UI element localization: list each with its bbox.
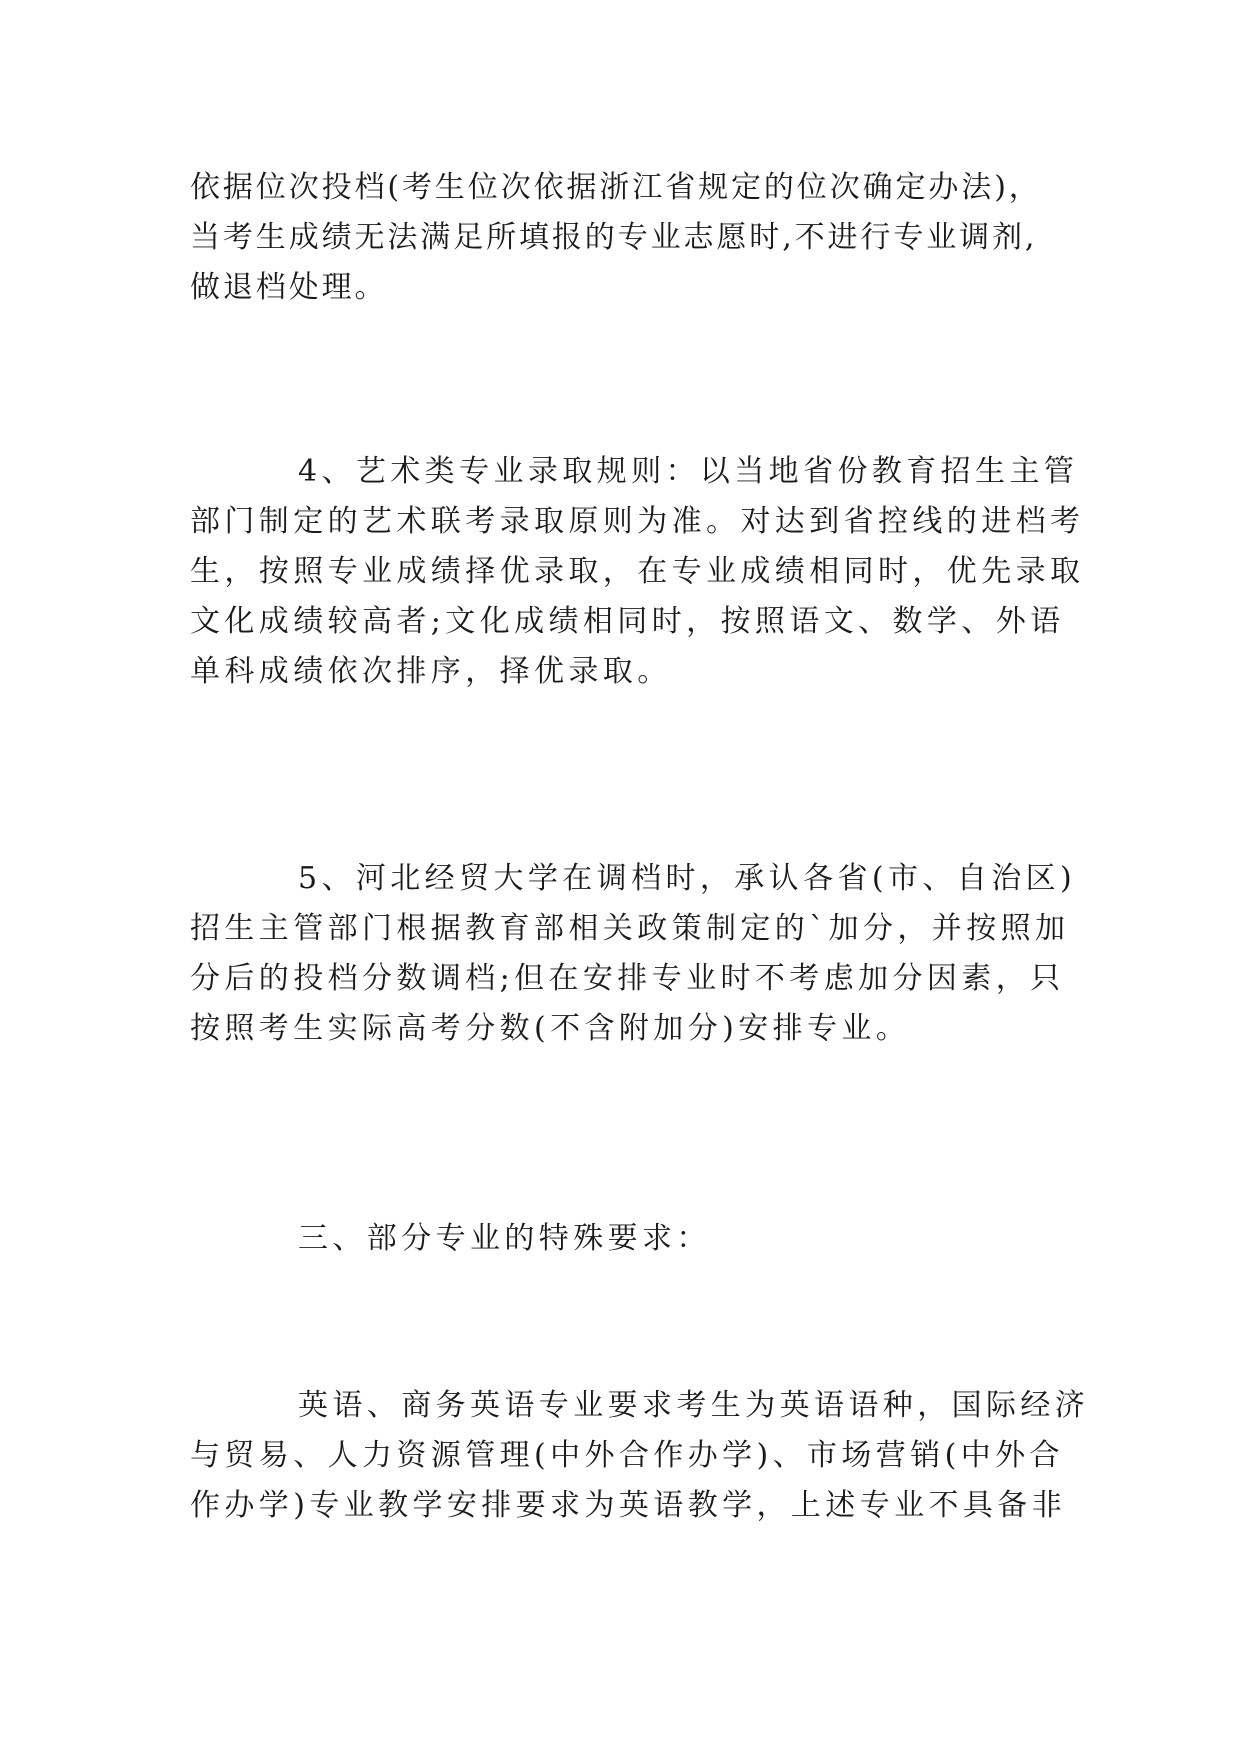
text-line: 5、河北经贸大学在调档时，承认各省(市、自治区) [298, 861, 1077, 896]
text-line: 单科成绩依次排序，择优录取。 [190, 654, 672, 689]
text-line: 生，按照专业成绩择优录取，在专业成绩相同时，优先录取 [190, 554, 1085, 589]
paragraph-art-admission-rules [190, 447, 1090, 697]
paragraph-english-requirements [190, 1381, 1090, 1531]
paragraph-admission-rank [190, 163, 1090, 313]
text-line: 4、艺术类专业录取规则：以当地省份教育招生主管 [298, 454, 1079, 489]
text-line: 与贸易、人力资源管理(中外合作办学)、市场营销(中外合 [190, 1438, 1064, 1473]
paragraph-bonus-points [190, 854, 1090, 1054]
section-heading: 三、部分专业的特殊要求： [298, 1221, 711, 1256]
text-line: 做退档处理。 [190, 270, 388, 305]
text-line: 当考生成绩无法满足所填报的专业志愿时,不进行专业调剂, [190, 220, 1038, 255]
text-line: 文化成绩较高者;文化成绩相同时，按照语文、数学、外语 [190, 604, 1065, 639]
text-line: 分后的投档分数调档;但在安排专业时不考虑加分因素，只 [190, 961, 1065, 996]
text-line: 作办学)专业教学安排要求为英语教学，上述专业不具备非 [190, 1488, 1067, 1523]
text-line: 招生主管部门根据教育部相关政策制定的`加分，并按照加 [190, 911, 1070, 946]
text-line: 按照考生实际高考分数(不含附加分)安排专业。 [190, 1011, 911, 1046]
text-line: 英语、商务英语专业要求考生为英语语种，国际经济 [298, 1388, 1090, 1423]
text-line: 依据位次投档(考生位次依据浙江省规定的位次确定办法)， [190, 170, 1042, 205]
text-line: 部门制定的艺术联考录取原则为准。对达到省控线的进档考 [190, 504, 1085, 539]
section-heading-special-requirements [190, 1214, 1090, 1264]
